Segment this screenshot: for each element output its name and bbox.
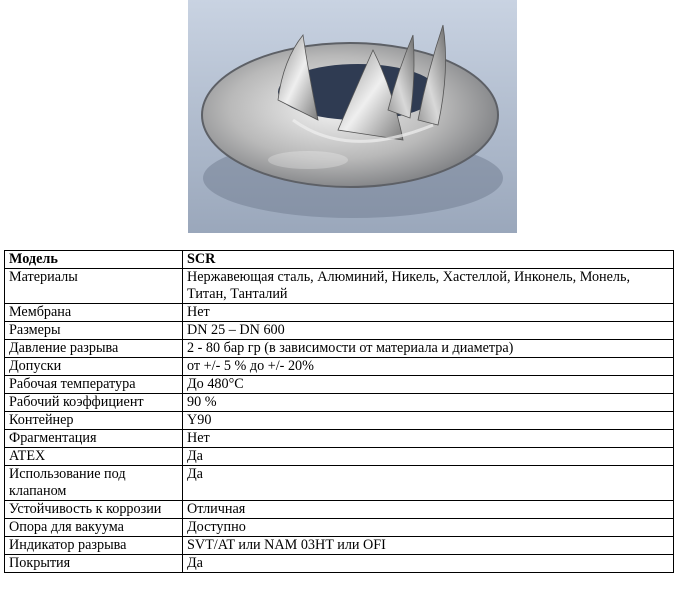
row-value: Нет [183,304,674,322]
table-row [5,466,674,501]
product-photo [188,0,517,233]
table-row [5,304,674,322]
row-label: Допуски [5,358,183,376]
table-row [5,340,674,358]
header-value: SCR [183,251,674,269]
row-label: ATEX [5,448,183,466]
table-row [5,394,674,412]
row-value: 2 - 80 бар гр (в зависимости от материала и диаметра) [183,340,674,358]
row-label: Размеры [5,322,183,340]
row-value: SVT/AT или NAM 03HT или OFI [183,537,674,555]
table-row [5,430,674,448]
table-row [5,269,674,304]
table-row [5,448,674,466]
table-row [5,376,674,394]
row-label: Материалы [5,269,183,304]
row-value: 90 % [183,394,674,412]
table-header-row [5,251,674,269]
row-value: Y90 [183,412,674,430]
row-value: Да [183,555,674,573]
row-label: Рабочий коэффициент [5,394,183,412]
scr-rupture-disc-icon [188,0,517,233]
row-label: Фрагментация [5,430,183,448]
header-label: Модель [5,251,183,269]
row-label: Мембрана [5,304,183,322]
row-label: Рабочая температура [5,376,183,394]
table-row [5,519,674,537]
row-label: Опора для вакуума [5,519,183,537]
row-value: DN 25 – DN 600 [183,322,674,340]
row-value: Отличная [183,501,674,519]
table-row [5,555,674,573]
row-label: Использование под клапаном [5,466,183,501]
table-row [5,322,674,340]
row-value: Доступно [183,519,674,537]
row-label: Контейнер [5,412,183,430]
row-label: Индикатор разрыва [5,537,183,555]
table-row [5,501,674,519]
row-value: Нет [183,430,674,448]
row-value: от +/- 5 % до +/- 20% [183,358,674,376]
row-value: Да [183,466,674,501]
specification-table [4,250,674,573]
row-label: Давление разрыва [5,340,183,358]
table-row [5,412,674,430]
row-value: Да [183,448,674,466]
row-label: Покрытия [5,555,183,573]
table-row [5,358,674,376]
table-row [5,537,674,555]
row-label: Устойчивость к коррозии [5,501,183,519]
row-value: Нержавеющая сталь, Алюминий, Никель, Хастеллой, Инконель, Монель, Титан, Танталий [183,269,674,304]
row-value: До 480°C [183,376,674,394]
